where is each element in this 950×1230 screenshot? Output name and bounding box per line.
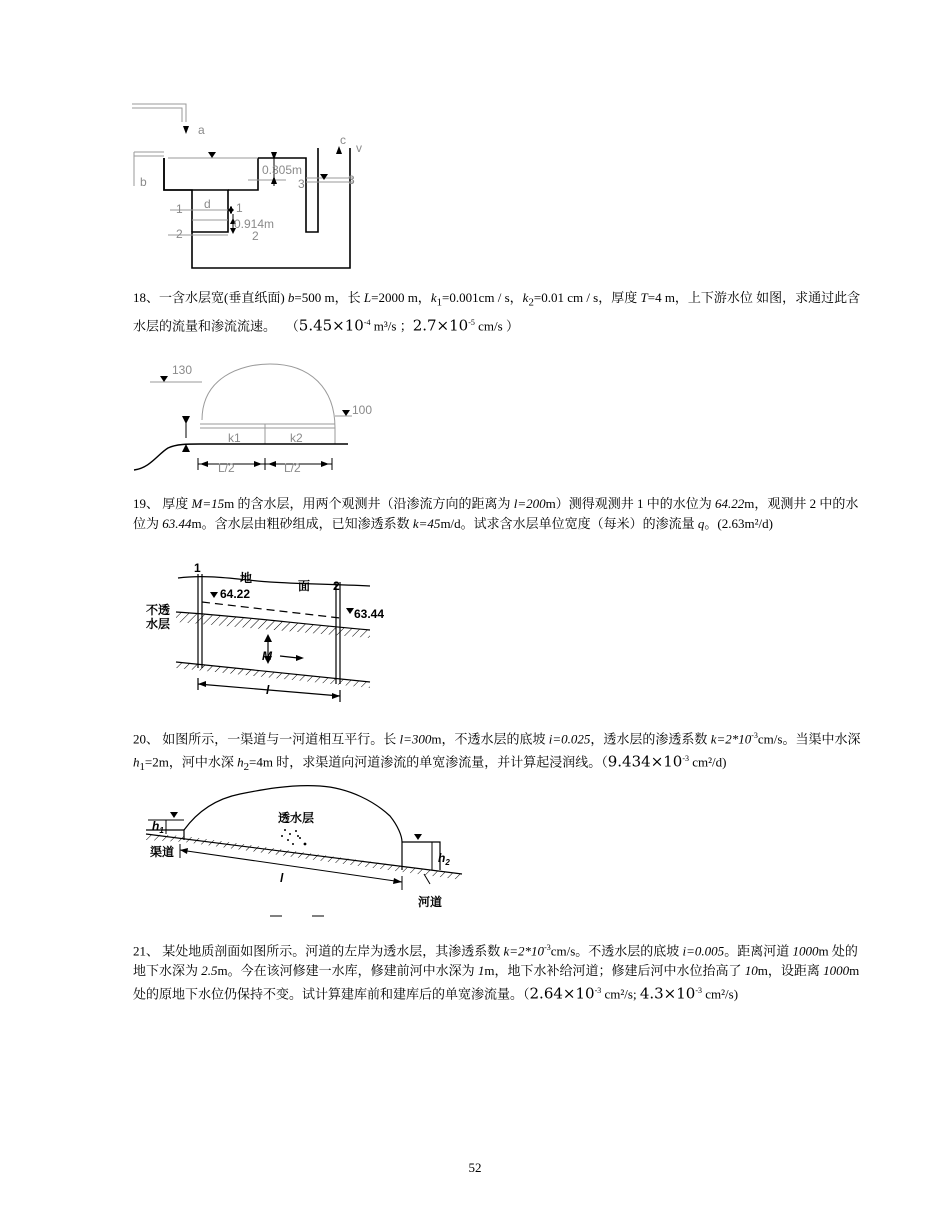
question-19: 19、 厚度 M=15m 的含水层，用两个观测井（沿渗流方向的距离为 l=200m）测得观测井 1 中的水位为 64.22m，观测井 2 中的水位为 63.44m。含水层由粗砂组成，已知渗透系数 k=45m/d。试求含水层单位宽度（每米）的渗流量 q。(2.63m²/d) (133, 496, 859, 531)
level-right: 100 (352, 403, 373, 417)
answer-18-velocity: 2.7×10 (412, 315, 469, 334)
page-number: 52 (468, 1160, 482, 1175)
figure-tank-diagram (128, 100, 368, 275)
section-3-right: 3 (348, 173, 355, 187)
question-20: 20、 如图所示，一渠道与一河道相互平行。长 l=300m，不透水层的底坡 i=0.025，透水层的渗透系数 $k=2*10^{-3}cm/s$。当渠中水深 $h_1=2m$，河中水深 $h_2=4m$ 时，求渠道向河道渗流的单宽渗流量，并计算起浸润线。（$9.434\times 10^{-3}$ cm²/d) (133, 731, 861, 774)
label-half-1: L/2 (218, 461, 235, 475)
ground-label-1: 地 (240, 571, 253, 585)
section-2-left: 2 (176, 227, 183, 241)
label-M: M (262, 649, 272, 663)
label-canal: 渠道 (150, 845, 175, 859)
figure-aquifer-section (130, 358, 373, 478)
question-18: 18、一含水层宽(垂直纸面) b=500 m，长 L=2000 m，$k_1=0.001cm / s$，$k_2=0.01$ cm / s，厚度 T=4 m，上下游水位 如图，求通过此含水层的流量和渗流流速。 （$5.45\times 10^{-4}$ m³/s ；$2.7\times 10^{-5}$ cm/s ） (133, 290, 861, 334)
label-v: v (356, 141, 362, 155)
dim-0305: 0.305m (262, 163, 303, 177)
section-3-left: 3 (298, 177, 305, 191)
head-well-2: 63.44 (354, 607, 385, 621)
label-k1: k1 (228, 431, 241, 445)
label-a: a (198, 123, 205, 137)
label-l: l (266, 683, 270, 697)
label-k2: k2 (290, 431, 303, 445)
label-l: l (280, 871, 284, 885)
answer-21-before: 2.64×10 (529, 984, 595, 1003)
label-permeable: 透水层 (278, 811, 315, 825)
label-h1: $h_1$ (152, 819, 164, 835)
answer-20: 9.434×10 (607, 752, 683, 771)
answer-21-after: 4.3×10 (639, 984, 696, 1003)
well-1-label: 1 (194, 561, 201, 575)
section-1-right: 1 (236, 201, 243, 215)
dim-0914: 0.914m (234, 217, 275, 231)
ground-label-2: 面 (298, 579, 311, 593)
label-c: c (340, 133, 346, 147)
level-left: 130 (172, 363, 193, 377)
label-half-2: L/2 (284, 461, 301, 475)
figure-canal-river (140, 778, 470, 918)
section-2-right: 2 (252, 229, 259, 243)
impermeable-label-2: 水层 (146, 617, 171, 631)
label-river: 河道 (418, 895, 443, 909)
label-d: d (204, 197, 211, 211)
well-2-label: 2 (333, 579, 340, 593)
impermeable-label-1: 不透 (146, 603, 171, 617)
question-21: 21、 某处地质剖面如图所示。河道的左岸为透水层，其渗透系数 $k=2*10^{-3}cm/s$。不透水层的底坡 i=0.005。距离河道 1000m 处的地下水深为 2.5m。今在该河修建一水库，修建前河中水深为 1m，地下水补给河道；修建后河中水位抬高了 10m，设距离 1000m 处的原地下水位仍保持不变。试计算建库前和建库后的单宽渗流量。（$2.64\times 10^{-3}$ cm²/s; $4.3\times 10^{-3}$ cm²/s) (133, 943, 860, 1003)
head-well-1: 64.22 (220, 587, 251, 601)
label-b: b (140, 175, 147, 189)
answer-18-flow: 5.45×10 (298, 315, 364, 334)
section-1-left: 1 (176, 202, 183, 216)
figure-observation-wells (140, 560, 390, 710)
label-h2: $h_2$ (438, 851, 450, 867)
